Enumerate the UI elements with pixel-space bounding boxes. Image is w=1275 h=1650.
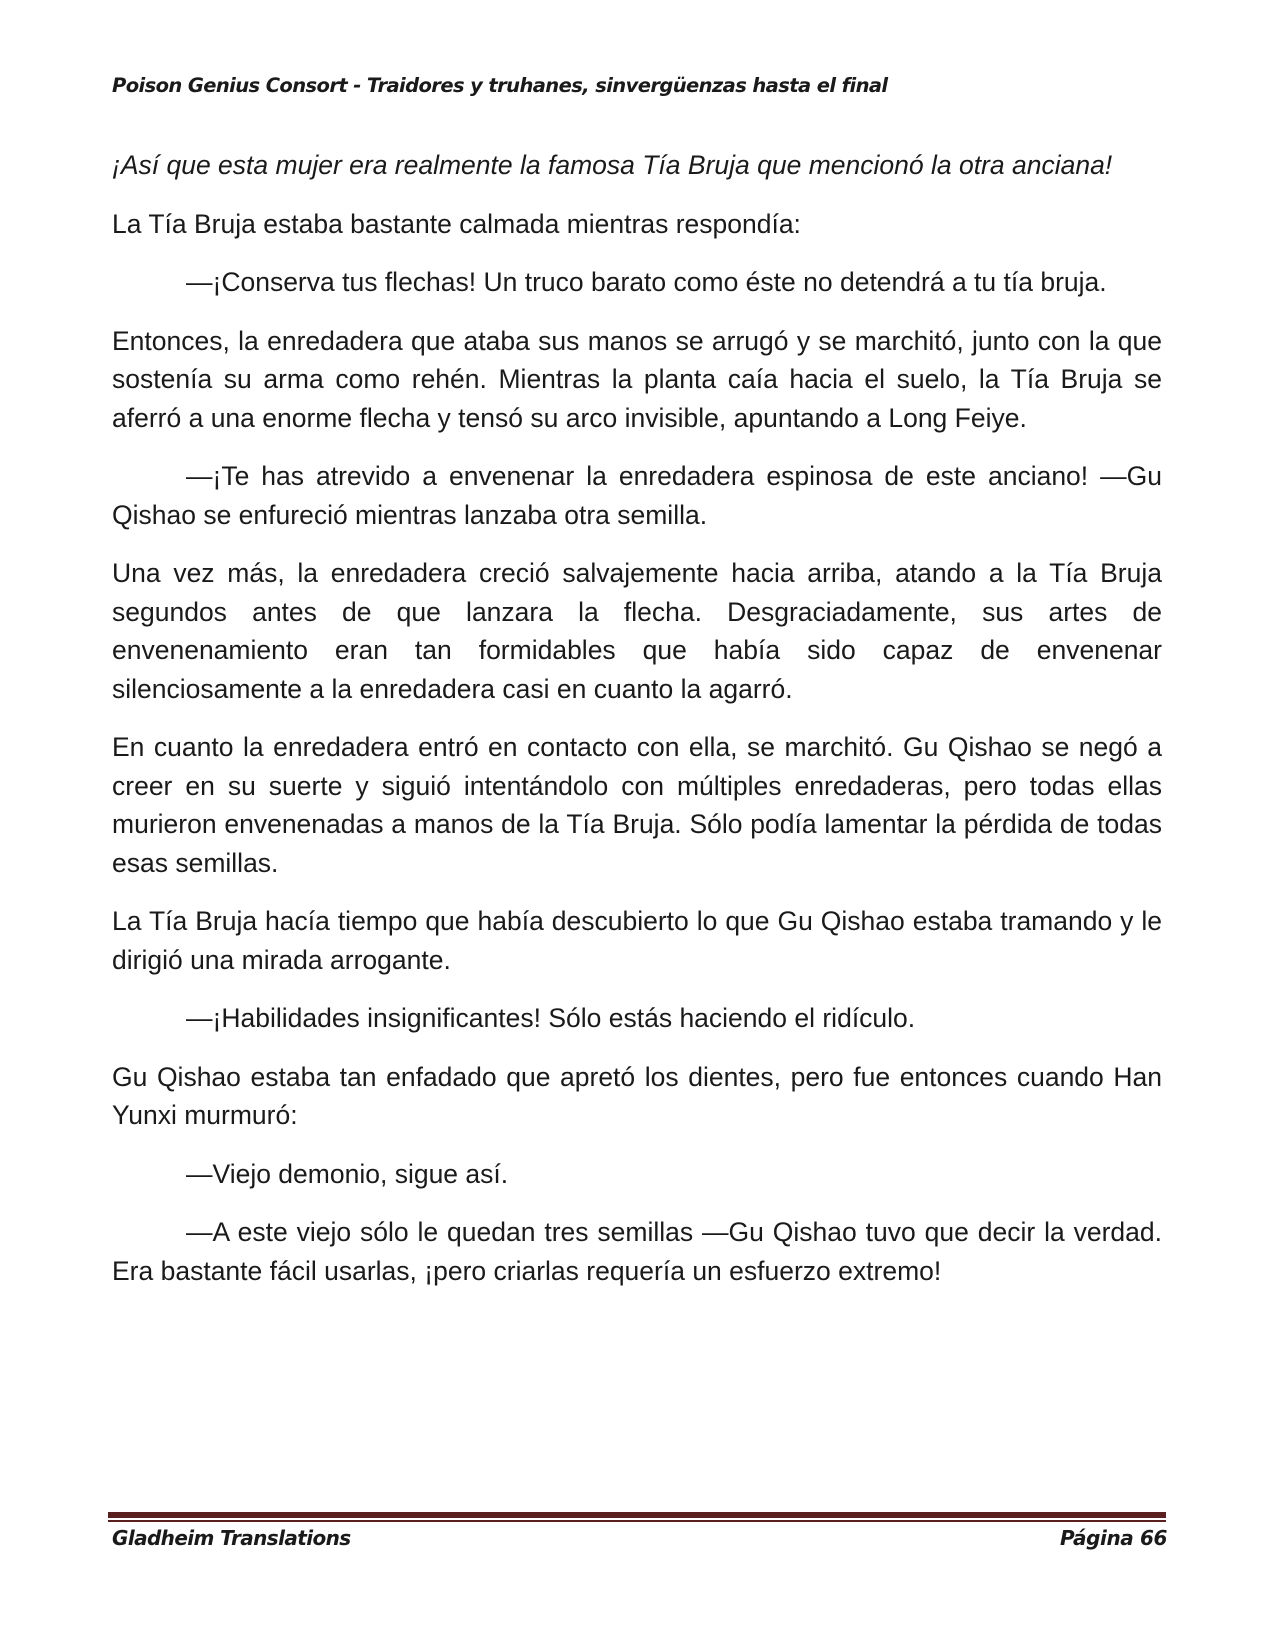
paragraph-6: Una vez más, la enredadera creció salvajemente hacia arriba, atando a la Tía Bruja segundos antes de que lanzara la flecha. Desgraciadamente, sus artes de envenenamiento eran tan formidables que había sido capaz de envenenar silenciosamente a la enredadera casi en cuanto la agarró. bbox=[112, 558, 1162, 704]
footer-translator-name: Gladheim Translations bbox=[112, 1526, 351, 1550]
paragraph-2: La Tía Bruja estaba bastante calmada mientras respondía: bbox=[112, 208, 801, 239]
footer-rule-thin bbox=[108, 1520, 1166, 1522]
paragraph-9: —¡Habilidades insignificantes! Sólo estás haciendo el ridículo. bbox=[186, 1003, 916, 1033]
paragraph-11: —Viejo demonio, sigue así. bbox=[186, 1158, 509, 1189]
paragraph-3: —¡Conserva tus flechas! Un truco barato como éste no detendrá a tu tía bruja. bbox=[186, 267, 1107, 297]
paragraph-8: La Tía Bruja hacía tiempo que había descubierto lo que Gu Qishao estaba tramando y le dirigió una mirada arrogante. bbox=[112, 906, 1162, 975]
paragraph-1: ¡Así que esta mujer era realmente la famosa Tía Bruja que mencionó la otra anciana! bbox=[112, 150, 1113, 180]
paragraph-4: Entonces, la enredadera que ataba sus manos se arrugó y se marchitó, junto con la que sostenía su arma como rehén. Mientras la planta caía hacia el suelo, la Tía Bruja se aferró a una enorme flecha y tensó su arco invisible, apuntando a Long Feiye. bbox=[112, 325, 1162, 433]
footer-rule bbox=[108, 1512, 1166, 1518]
footer-page-number: Página 66 bbox=[1060, 1526, 1167, 1550]
paragraph-10: Gu Qishao estaba tan enfadado que apretó los dientes, pero fue entonces cuando Han Yunxi murmuró: bbox=[112, 1061, 1162, 1130]
page-header-title: Poison Genius Consort - Traidores y truhanes, sinvergüenzas hasta el final bbox=[112, 74, 888, 97]
paragraph-12: —A este viejo sólo le quedan tres semillas —Gu Qishao tuvo que decir la verdad. Era bastante fácil usarlas, ¡pero criarlas requería un esfuerzo extremo! bbox=[112, 1217, 1162, 1286]
paragraph-5: —¡Te has atrevido a envenenar la enredadera espinosa de este anciano! —Gu Qishao se enfureció mientras lanzaba otra semilla. bbox=[112, 461, 1162, 530]
document-body bbox=[112, 146, 1162, 1310]
paragraph-7: En cuanto la enredadera entró en contacto con ella, se marchitó. Gu Qishao se negó a creer en su suerte y siguió intentándolo con múltiples enredaderas, pero todas ellas murieron envenenadas a manos de la Tía Bruja. Sólo podía lamentar la pérdida de todas esas semillas. bbox=[112, 732, 1162, 878]
